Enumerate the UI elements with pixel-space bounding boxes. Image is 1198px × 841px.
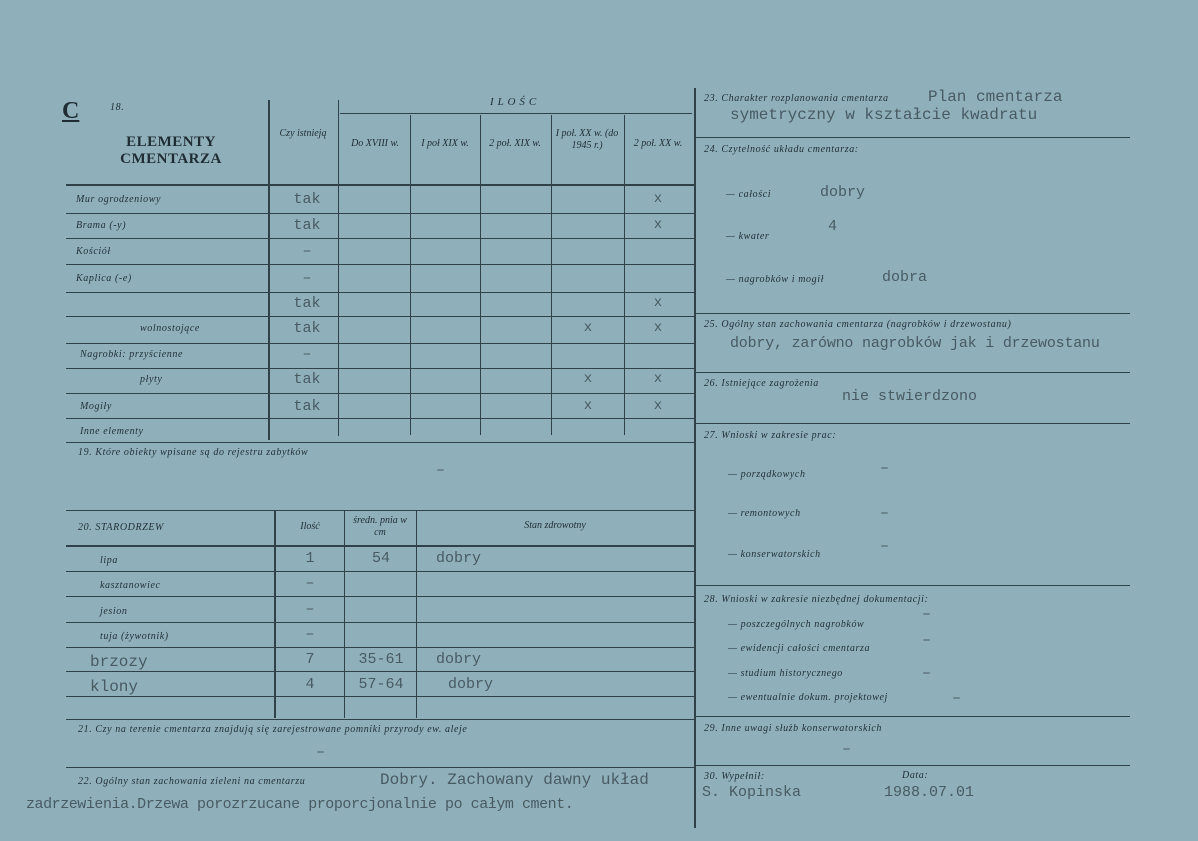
q20-col-diameter: średn. pnia w cm xyxy=(353,515,407,538)
element-exists: tak xyxy=(293,217,321,234)
col-period-3: 2 poł. XIX w. xyxy=(489,138,541,149)
q26-label: 26. Istniejące zagrożenia xyxy=(704,378,819,389)
elements-title xyxy=(96,134,246,168)
element-exists: tak xyxy=(293,295,321,312)
q24-item-value-2: 4 xyxy=(828,218,838,235)
q24-item-label-1: — całości xyxy=(726,189,772,200)
q30-label: 30. Wypełnił: xyxy=(704,771,765,782)
q23-label: 23. Charakter rozplanowania cmentarza xyxy=(704,93,889,104)
q28-item-value-1: – xyxy=(922,606,932,623)
tree-health: dobry xyxy=(448,676,494,693)
date-label: Data: xyxy=(902,770,929,781)
period-mark: x xyxy=(653,320,663,336)
q20-label: 20. STARODRZEW xyxy=(78,522,164,533)
elements-title-line1: ELEMENTY xyxy=(126,134,216,150)
q27-item-value-1: – xyxy=(880,460,890,477)
tree-count: 1 xyxy=(305,550,315,567)
period-mark: x xyxy=(653,371,663,387)
element-label: Brama (-y) xyxy=(76,220,127,231)
tree-count: 4 xyxy=(305,676,315,693)
q25-value: dobry, zarówno nagrobków jak i drzewostanu xyxy=(730,335,1100,352)
tree-diameter: 35-61 xyxy=(358,651,404,668)
col-period-1: Do XVIII w. xyxy=(351,138,399,149)
period-mark: x xyxy=(583,320,593,336)
tree-name: tuja (żywotnik) xyxy=(100,631,169,642)
tree-count: – xyxy=(305,601,315,618)
tree-count: – xyxy=(305,575,315,592)
q20-col-health: Stan zdrowotny xyxy=(524,520,586,531)
element-label: Kaplica (-e) xyxy=(76,273,132,284)
tree-name: kasztanowiec xyxy=(100,580,161,591)
tree-name: brzozy xyxy=(90,653,148,671)
date-value: 1988.07.01 xyxy=(884,784,975,801)
tree-diameter: 54 xyxy=(371,550,390,567)
section-number: 18. xyxy=(110,102,125,113)
quantity-header: I L O Ś C xyxy=(490,96,537,108)
form-mark: C xyxy=(62,98,80,124)
period-mark: x xyxy=(583,398,593,414)
tree-name: klony xyxy=(90,678,139,696)
element-label: wolnostojące xyxy=(140,323,200,334)
q22-value-line2: zadrzewienia.Drzewa porozrzucane proporcjonalnie po całym cment. xyxy=(26,796,574,813)
element-exists: tak xyxy=(293,191,321,208)
period-mark: x xyxy=(583,371,593,387)
q28-item-value-3: – xyxy=(922,665,932,682)
element-exists: tak xyxy=(293,320,321,337)
q22-label: 22. Ogólny stan zachowania zieleni na cmentarzu xyxy=(78,776,306,787)
q29-label: 29. Inne uwagi służb konserwatorskich xyxy=(704,723,883,734)
q27-label: 27. Wnioski w zakresie prac: xyxy=(704,430,837,441)
tree-count: 7 xyxy=(305,651,315,668)
q23-value-line2: symetryczny w kształcie kwadratu xyxy=(730,106,1038,124)
col-period-4: I poł. XX w. (do 1945 r.) xyxy=(555,128,619,151)
element-label: płyty xyxy=(140,374,163,385)
q24-label: 24. Czytelność układu cmentarza: xyxy=(704,144,859,155)
q24-item-label-3: — nagrobków i mogił xyxy=(726,274,824,285)
q28-item-label-3: — studium historycznego xyxy=(728,668,843,679)
col-exists: Czy istnieją xyxy=(279,128,327,139)
q24-item-label-2: — kwater xyxy=(726,231,770,242)
q20-col-count: Ilość xyxy=(300,521,320,532)
col-period-2: I poł XIX w. xyxy=(421,138,469,149)
q26-value: nie stwierdzono xyxy=(842,388,978,405)
q30-value: S. Kopinska xyxy=(702,784,802,801)
q27-item-label-1: — porządkowych xyxy=(728,469,806,480)
q27-item-value-3: – xyxy=(880,538,890,555)
q21-value: – xyxy=(316,744,326,761)
q27-item-label-2: — remontowych xyxy=(728,508,801,519)
q28-item-value-2: – xyxy=(922,632,932,649)
tree-health: dobry xyxy=(436,550,482,567)
elements-title-line2: CMENTARZA xyxy=(120,151,222,167)
q28-item-label-4: — ewentualnie dokum. projektowej xyxy=(728,692,888,703)
period-mark: x xyxy=(653,295,663,311)
tree-count: – xyxy=(305,626,315,643)
q25-label: 25. Ogólny stan zachowania cmentarza (nagrobków i drzewostanu) xyxy=(704,319,1012,330)
element-label: Inne elementy xyxy=(80,426,144,437)
q28-item-value-4: – xyxy=(952,690,962,707)
element-exists: – xyxy=(302,243,312,260)
element-label: Mogiły xyxy=(80,401,112,412)
element-exists: tak xyxy=(293,398,321,415)
period-mark: x xyxy=(653,217,663,233)
tree-name: jesion xyxy=(100,606,128,617)
col-period-5: 2 poł. XX w. xyxy=(633,138,683,149)
period-mark: x xyxy=(653,398,663,414)
q28-item-label-2: — ewidencji całości cmentarza xyxy=(728,643,871,654)
period-mark: x xyxy=(653,191,663,207)
element-label: Kościół xyxy=(76,246,111,257)
element-exists: – xyxy=(302,270,312,287)
q28-item-label-1: — poszczególnych nagrobków xyxy=(728,619,865,630)
q28-label: 28. Wnioski w zakresie niezbędnej dokumentacji: xyxy=(704,594,929,605)
tree-health: dobry xyxy=(436,651,482,668)
element-label: Nagrobki: przyścienne xyxy=(80,349,184,360)
q27-item-label-3: — konserwatorskich xyxy=(728,549,821,560)
element-exists: tak xyxy=(293,371,321,388)
element-label: Mur ogrodzeniowy xyxy=(76,194,162,205)
q24-item-value-1: dobry xyxy=(820,184,866,201)
tree-name: lipa xyxy=(100,555,118,566)
q19-value: – xyxy=(436,462,446,479)
element-exists: – xyxy=(302,346,312,363)
q19-label: 19. Które obiekty wpisane są do rejestru zabytków xyxy=(78,447,309,458)
q21-label: 21. Czy na terenie cmentarza znajdują się zarejestrowane pomniki przyrody ew. aleje xyxy=(78,724,468,735)
q24-item-value-3: dobra xyxy=(882,269,928,286)
q23-value-line1: Plan cmentarza xyxy=(928,88,1063,106)
tree-diameter: 57-64 xyxy=(358,676,404,693)
q22-value-line1: Dobry. Zachowany dawny układ xyxy=(380,771,649,789)
q29-value: – xyxy=(842,741,852,758)
q27-item-value-2: – xyxy=(880,505,890,522)
